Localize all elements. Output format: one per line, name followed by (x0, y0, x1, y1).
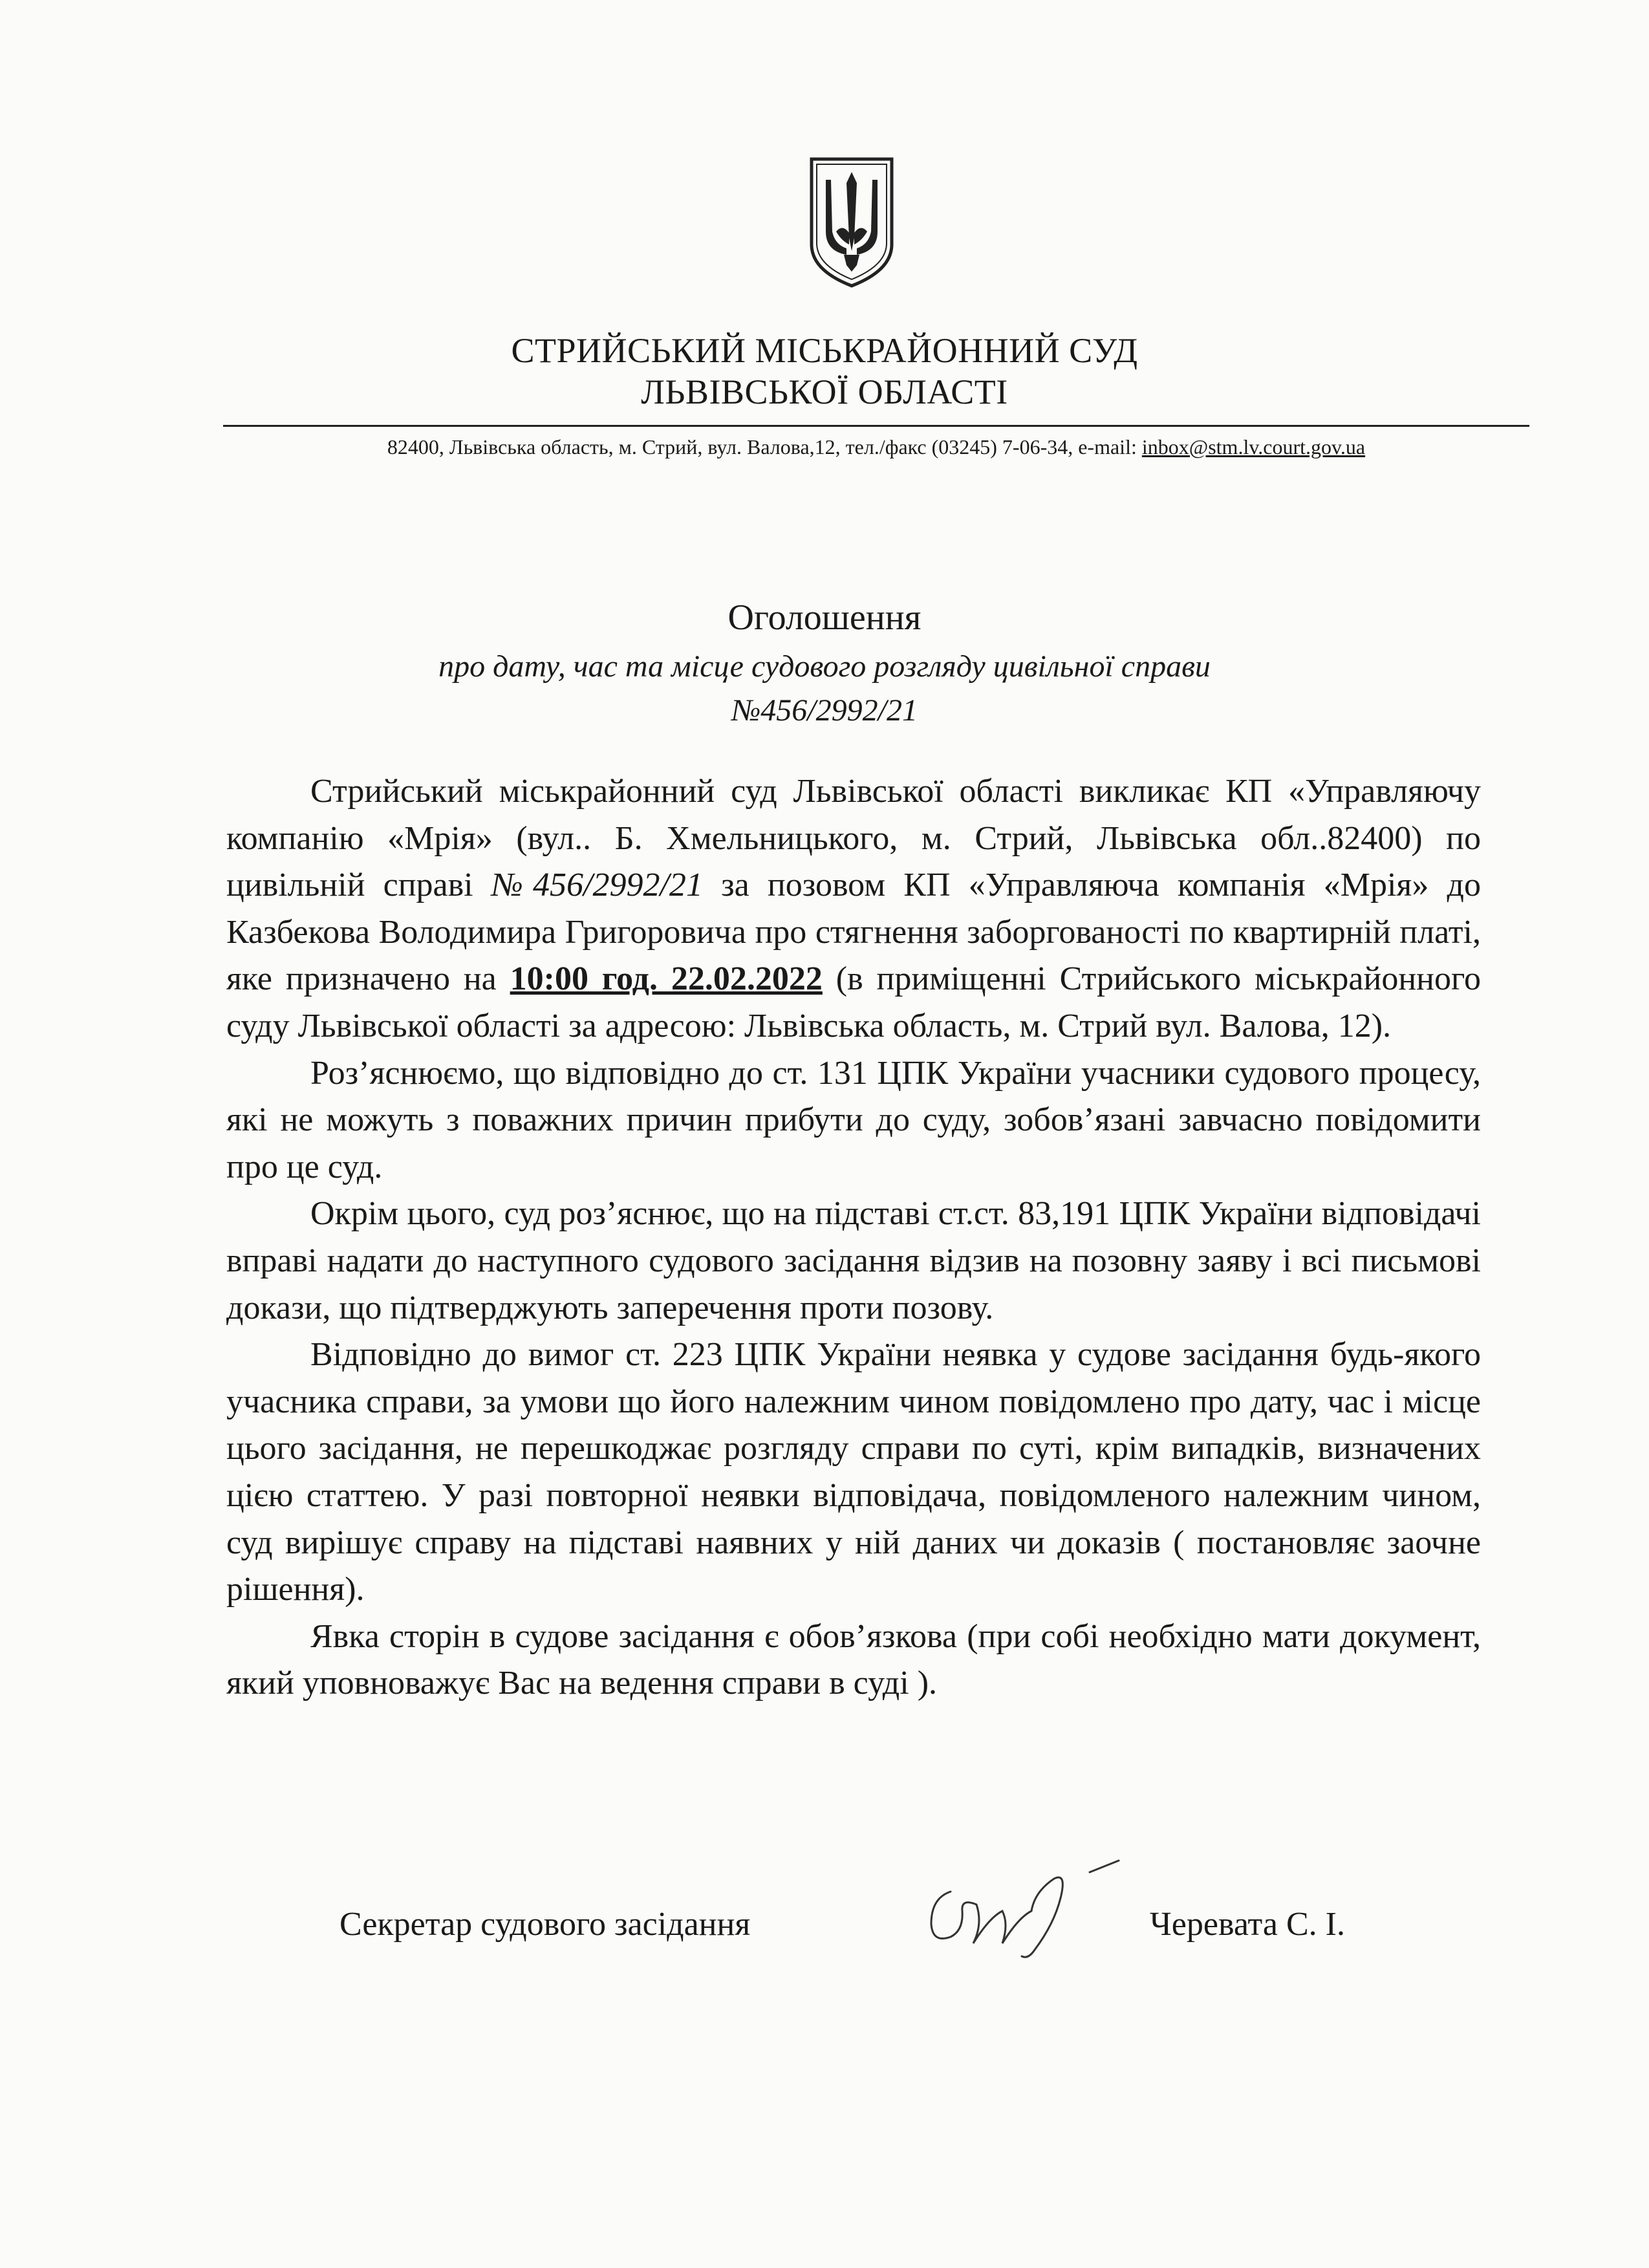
notice-body (226, 768, 1481, 1707)
notice-subtitle: про дату, час та місце судового розгляду цивільної справи (438, 649, 1211, 684)
paragraph-nonappearance: Відповідно до вимог ст. 223 ЦПК України неявка у судове засідання будь-якого учасника справи, за умови що його належним чином повідомлено про дату, час і місце цього засідання, не перешкоджає розгляду справи по суті, крім випадків, визначених цією статтею. У разі повторної неявки відповідача, повідомленого належним чином, суд вирішує справу на підставі наявних у ній даних чи доказів ( постановляє заочне рішення). (226, 1336, 1481, 1608)
court-name-line-2: ЛЬВІВСЬКОЇ ОБЛАСТІ (641, 373, 1008, 411)
hearing-datetime: 10:00 год. 22.02.2022 (510, 960, 823, 998)
court-name-line-1: СТРИЙСЬКИЙ МІСЬКРАЙОННИЙ СУД (511, 331, 1138, 370)
case-number: №456/2992/21 (731, 693, 918, 728)
court-contacts (223, 433, 1529, 460)
notice-title: Оголошення (727, 598, 921, 638)
trident-coat-of-arms-icon (806, 154, 897, 290)
header-divider (223, 425, 1529, 427)
paragraph-attendance-required: Явка сторін в судове засідання є обов’язкова (при собі необхідно мати документ, який уповноважує Вас на ведення справи в суді ). (226, 1617, 1481, 1702)
paragraph-defense-rights: Окрім цього, суд роз’яснює, що на підставі ст.ст. 83,191 ЦПК України відповідачі вправі надати до наступного судового засідання відзив на позовну заяву і всі письмові докази, що підтверджують заперечення проти позову. (226, 1195, 1481, 1326)
signatory-position: Секретар судового засідання (339, 1906, 751, 1943)
court-email-link[interactable]: inbox@stm.lv.court.gov.ua (1141, 435, 1366, 459)
signatory-name: Черевата С. І. (1150, 1906, 1345, 1943)
court-address: 82400, Львівська область, м. Стрий, вул. Валова,12, тел./факс (03245) 7-06-34, e-mail: (387, 435, 1137, 459)
paragraph-absence-notice: Роз’яснюємо, що відповідно до ст. 131 ЦПК України учасники судового процесу, які не можуть з поважних причин прибути до суду, зобов’язані завчасно повідомити про це суд. (226, 1054, 1481, 1185)
paragraph-summons: Стрийський міськрайонний суд Львівської області викликає КП «Управляючу компанію «Мрія» (вул.. Б. Хмельницького, м. Стрий, Львівська обл..82400) по цивільній справі №456/2992/21 за позовом КП «Управляюча компанія «Мрія» до Казбекова Володимира Григоровича про стягнення заборгованості по квартирній платі, яке призначено на 10:00 год. 22.02.2022 (в приміщенні Стрийського міськрайонного суду Львівської області за адресою: Львівська область, м. Стрий вул. Валова, 12). (226, 773, 1482, 1044)
case-number-inline: №456/2992/21 (491, 867, 703, 904)
handwritten-signature-icon (905, 1846, 1138, 1969)
